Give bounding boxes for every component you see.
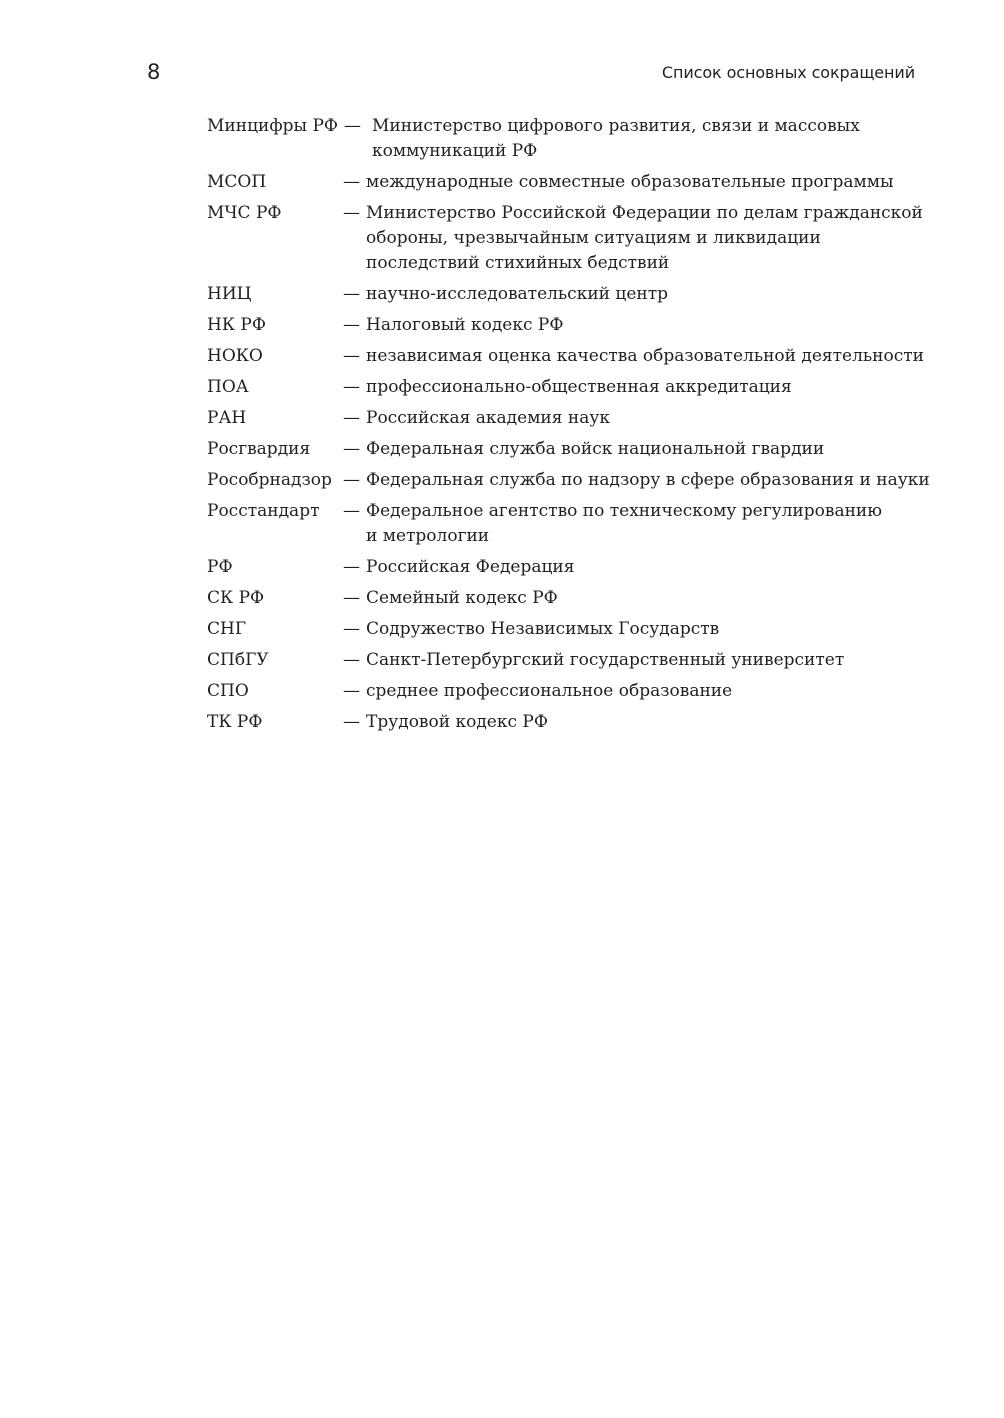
abbreviation-entry [207,313,917,338]
abbreviation-definition-line: профессионально-общественная аккредитация [366,377,792,397]
abbreviation-term: РФ [207,557,233,577]
abbreviation-dash: — [343,681,360,701]
abbreviation-dash: — [343,203,360,223]
abbreviation-definition-line: Российская Федерация [366,557,575,577]
abbreviation-definition-line: Федеральная служба по надзору в сфере образования и науки [366,470,930,490]
abbreviation-dash: — [344,116,361,136]
page-number: 8 [147,60,161,84]
abbreviation-definition-line: Российская академия наук [366,408,610,428]
abbreviation-entry [207,114,917,164]
abbreviation-entry [207,406,917,431]
abbreviation-dash: — [343,377,360,397]
abbreviation-dash: — [343,470,360,490]
abbreviation-dash: — [343,557,360,577]
abbreviation-definition-line: Налоговый кодекс РФ [366,315,564,335]
abbreviation-dash: — [343,346,360,366]
abbreviation-dash: — [343,439,360,459]
abbreviation-term: СНГ [207,619,247,639]
abbreviation-term: ПОА [207,377,249,397]
abbreviation-term: НК РФ [207,315,266,335]
abbreviation-definition-line: независимая оценка качества образовательной деятельности [366,346,924,366]
abbreviation-dash: — [343,588,360,608]
abbreviation-dash: — [343,284,360,304]
abbreviation-entry [207,201,923,276]
abbreviation-definition-line: Семейный кодекс РФ [366,588,558,608]
abbreviation-term: ТК РФ [207,712,263,732]
abbreviation-definition-line: Содружество Независимых Государств [366,619,720,639]
abbreviation-term: Росгвардия [207,439,311,459]
abbreviation-definition-line: научно-исследовательский центр [366,284,668,304]
abbreviation-dash: — [343,650,360,670]
abbreviation-entry [207,170,917,195]
abbreviation-term: МСОП [207,172,267,192]
abbreviation-entry [207,710,917,735]
abbreviation-dash: — [343,408,360,428]
abbreviation-term: РАН [207,408,247,428]
abbreviation-definition-line: обороны, чрезвычайным ситуациям и ликвидации [366,228,821,248]
abbreviation-definition-line: Министерство цифрового развития, связи и массовых [372,116,860,136]
abbreviation-definition-line: Федеральная служба войск национальной гвардии [366,439,825,459]
abbreviation-entry [207,555,917,580]
abbreviation-definition-line: Трудовой кодекс РФ [366,712,548,732]
abbreviation-definition-line: международные совместные образовательные программы [366,172,894,192]
abbreviation-dash: — [343,501,360,521]
abbreviation-list [207,114,930,741]
abbreviation-term: Минцифры РФ [207,116,339,136]
abbreviation-dash: — [343,315,360,335]
abbreviation-dash: — [343,712,360,732]
abbreviation-entry [207,586,917,611]
abbreviation-entry [207,344,924,369]
abbreviation-definition-line: среднее профессиональное образование [366,681,733,701]
abbreviation-entry [207,679,917,704]
abbreviation-term: НИЦ [207,284,252,304]
abbreviation-term: Рособрнадзор [207,470,332,490]
abbreviation-definition-line: Министерство Российской Федерации по делам гражданской [366,203,923,223]
abbreviation-entry [207,437,917,462]
abbreviation-definition-line: и метрологии [366,526,490,546]
abbreviation-entry [207,468,930,493]
abbreviation-term: МЧС РФ [207,203,282,223]
abbreviation-entry [207,617,917,642]
abbreviation-dash: — [343,619,360,639]
abbreviation-entry [207,375,917,400]
abbreviation-definition-line: Санкт-Петербургский государственный университет [366,650,845,670]
abbreviation-dash: — [343,172,360,192]
abbreviation-term: НОКО [207,346,263,366]
abbreviation-term: СПбГУ [207,650,269,670]
abbreviation-entry [207,648,917,673]
abbreviation-term: Росстандарт [207,501,320,521]
abbreviation-term: СК РФ [207,588,265,608]
abbreviation-term: СПО [207,681,249,701]
running-head: Список основных сокращений [661,63,915,82]
abbreviation-definition-line: последствий стихийных бедствий [366,253,670,273]
abbreviation-definition-line: Федеральное агентство по техническому регулированию [366,501,883,521]
abbreviation-definition-line: коммуникаций РФ [372,141,538,161]
abbreviation-entry [207,499,917,549]
abbreviation-entry [207,282,917,307]
